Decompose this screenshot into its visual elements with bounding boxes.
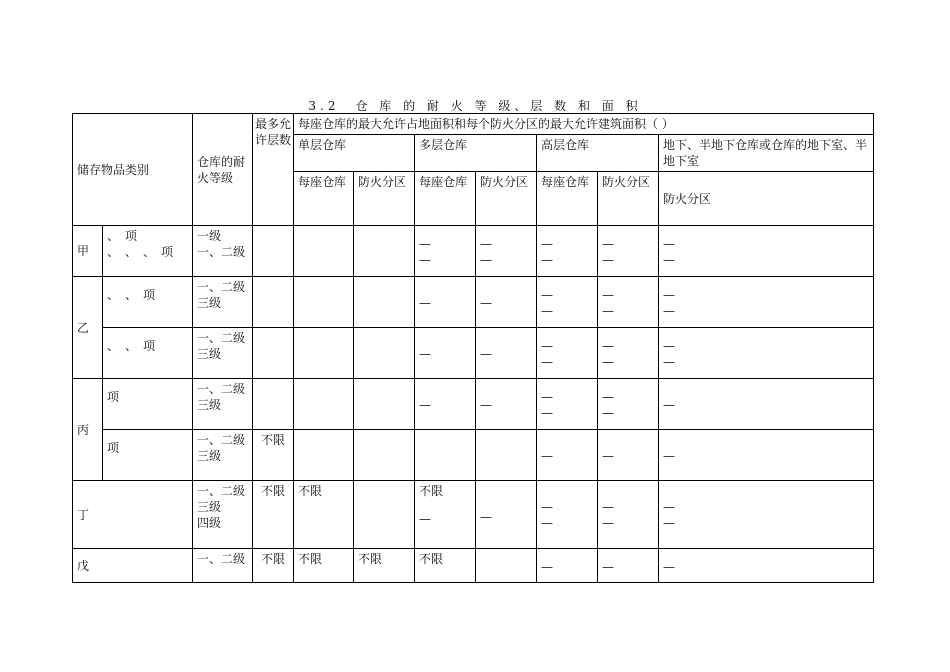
yi-b-basement-zone: — — <box>659 328 874 379</box>
yi-b-high-building: — — <box>537 328 598 379</box>
bing-b-basement-zone: — <box>659 430 874 481</box>
ding-floors: 不限 <box>253 481 294 549</box>
yi-a-multi-building: — <box>415 277 476 328</box>
wu-floors: 不限 <box>253 549 294 583</box>
ding-basement-zone: — — <box>659 481 874 549</box>
header-high-per-building: 每座仓库 <box>537 172 598 226</box>
yi-a-single-building <box>294 277 354 328</box>
jia-high-zone: — — <box>598 226 659 277</box>
header-single-per-building: 每座仓库 <box>294 172 354 226</box>
bing-a-basement-zone: — <box>659 379 874 430</box>
bing-a-single-zone <box>354 379 415 430</box>
table-row <box>73 277 874 328</box>
header-single-fire-zone: 防火分区 <box>354 172 415 226</box>
bing-a-floors <box>253 379 294 430</box>
bing-b-multi-building <box>415 430 476 481</box>
yi-b-floors <box>253 328 294 379</box>
header-high-rise: 高层仓库 <box>537 135 659 172</box>
yi-a-floors <box>253 277 294 328</box>
category-wu: 戊 <box>73 549 193 583</box>
table-title: 3.2 仓 库 的 耐 火 等 级、层 数 和 面 积 <box>308 99 642 113</box>
table-row <box>73 481 874 549</box>
header-multi-per-building: 每座仓库 <box>415 172 476 226</box>
yi-b-multi-zone: — <box>476 328 537 379</box>
bing-b-single-building <box>294 430 354 481</box>
bing-b-floors: 不限 <box>253 430 294 481</box>
bing-b-high-zone: — <box>598 430 659 481</box>
ding-grades: 一、二级 三级 四级 <box>193 481 253 549</box>
yi-a-basement-zone: — — <box>659 277 874 328</box>
yi-b-single-zone <box>354 328 415 379</box>
header-area-group: 每座仓库的最大允许占地面积和每个防火分区的最大允许建筑面积（ ） <box>294 114 874 135</box>
bing-a-high-building: — — <box>537 379 598 430</box>
category-yi: 乙 <box>73 277 103 379</box>
jia-high-building: — — <box>537 226 598 277</box>
table-row <box>73 549 874 583</box>
table-row <box>73 379 874 430</box>
bing-a-multi-zone: — <box>476 379 537 430</box>
wu-high-zone: — <box>598 549 659 583</box>
yi-a-subitems: 、 、 项 <box>103 277 193 328</box>
bing-b-high-building: — <box>537 430 598 481</box>
bing-b-subitems: 项 <box>103 430 193 481</box>
header-category: 储存物品类别 <box>73 114 193 226</box>
yi-a-high-building: — — <box>537 277 598 328</box>
yi-a-multi-zone: — <box>476 277 537 328</box>
bing-a-multi-building: — <box>415 379 476 430</box>
yi-b-grades: 一、二级 三级 <box>193 328 253 379</box>
yi-b-single-building <box>294 328 354 379</box>
header-multi-fire-zone: 防火分区 <box>476 172 537 226</box>
bing-a-grades: 一、二级 三级 <box>193 379 253 430</box>
bing-b-grades: 一、二级 三级 <box>193 430 253 481</box>
header-multi-storey: 多层仓库 <box>415 135 537 172</box>
wu-basement-zone: — <box>659 549 874 583</box>
ding-high-zone: — — <box>598 481 659 549</box>
bing-a-high-zone: — — <box>598 379 659 430</box>
category-ding: 丁 <box>73 481 193 549</box>
bing-a-subitems: 项 <box>103 379 193 430</box>
header-basement: 地下、半地下仓库或仓库的地下室、半地下室 <box>659 135 874 172</box>
jia-single-building <box>294 226 354 277</box>
wu-multi-zone <box>476 549 537 583</box>
header-high-fire-zone: 防火分区 <box>598 172 659 226</box>
jia-multi-zone: — — <box>476 226 537 277</box>
ding-high-building: — — <box>537 481 598 549</box>
header-fire-grade: 仓库的耐火等级 <box>193 114 253 226</box>
warehouse-fire-rating-table <box>72 113 874 583</box>
yi-a-high-zone: — — <box>598 277 659 328</box>
header-single-storey: 单层仓库 <box>294 135 415 172</box>
wu-multi-building: 不限 <box>415 549 476 583</box>
wu-single-zone: 不限 <box>354 549 415 583</box>
header-basement-fire-zone: 防火分区 <box>659 172 874 226</box>
jia-floors <box>253 226 294 277</box>
category-bing: 丙 <box>73 379 103 481</box>
jia-subitems: 、 项 、 、 、 项 <box>103 226 193 277</box>
yi-a-single-zone <box>354 277 415 328</box>
yi-b-multi-building: — <box>415 328 476 379</box>
jia-single-zone <box>354 226 415 277</box>
ding-multi-building: 不限 — <box>415 481 476 549</box>
wu-grades: 一、二级 <box>193 549 253 583</box>
jia-grades: 一级 一、二级 <box>193 226 253 277</box>
jia-multi-building: — — <box>415 226 476 277</box>
ding-single-building: 不限 <box>294 481 354 549</box>
table-row <box>73 430 874 481</box>
header-max-floors: 最多允许层数 <box>253 114 294 226</box>
wu-single-building: 不限 <box>294 549 354 583</box>
ding-multi-zone: — <box>476 481 537 549</box>
table-row <box>73 328 874 379</box>
yi-a-grades: 一、二级 三级 <box>193 277 253 328</box>
bing-a-single-building <box>294 379 354 430</box>
jia-basement-zone: — — <box>659 226 874 277</box>
yi-b-subitems: 、 、 项 <box>103 328 193 379</box>
wu-high-building: — <box>537 549 598 583</box>
category-jia: 甲 <box>73 226 103 277</box>
bing-b-multi-zone <box>476 430 537 481</box>
ding-single-zone <box>354 481 415 549</box>
bing-b-single-zone <box>354 430 415 481</box>
yi-b-high-zone: — — <box>598 328 659 379</box>
table-row <box>73 226 874 277</box>
